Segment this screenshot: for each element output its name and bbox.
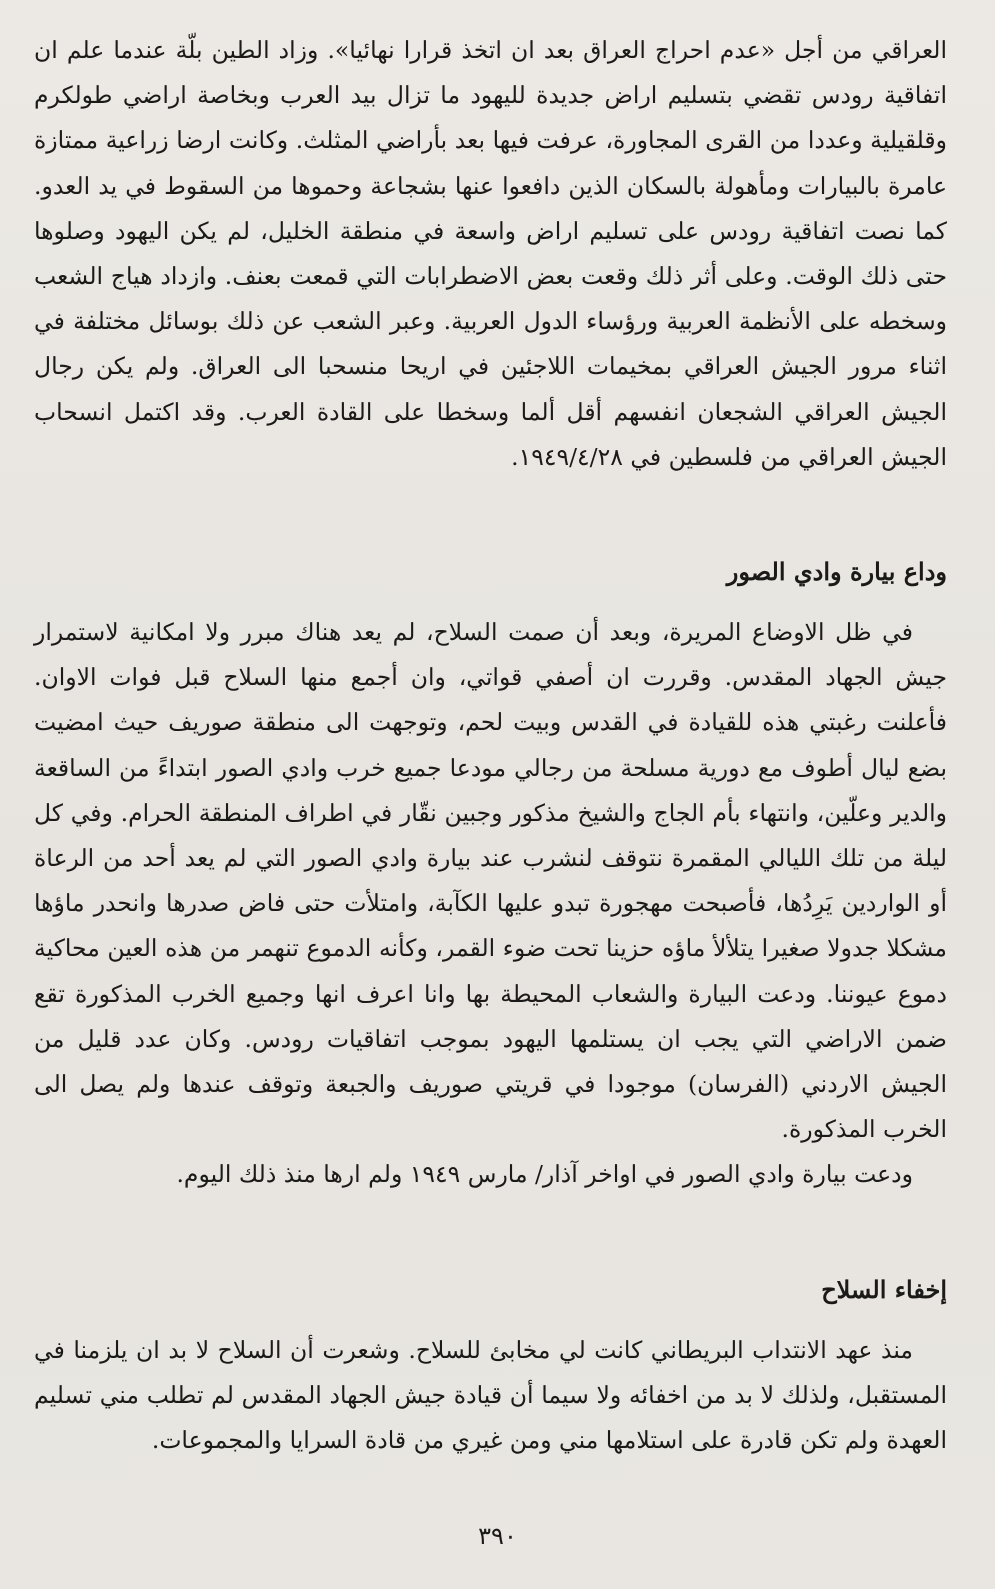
paragraph: في ظل الاوضاع المريرة، وبعد أن صمت السلاح، لم يعد هناك مبرر ولا امكانية لاستمرار جيش الجهاد المقدس. وقررت ان أصفي قواتي، وان أجمع منها السلاح قبل فوات الاوان. فأعلنت رغبتي هذه للقيادة في القدس وبيت لحم، وتوجهت الى منطقة صوريف حيث امضيت بضع ليال أطوف مع دورية مسلحة من رجالي مودعا جميع خرب وادي الصور ابتداءً من الساقعة والدير وعلّين، وانتهاء بأم الجاج والشيخ مذكور وجبين نقّار في اطراف المنطقة الحرام. وفي كل ليلة من تلك الليالي المقمرة نتوقف لنشرب عند بيارة وادي الصور التي لم يعد أحد من الرعاة أو الواردين يَرِدُها، فأصبحت مهجورة تبدو عليها الكآبة، وامتلأت حتى فاض صدرها وانحدر ماؤها مشكلا جدولا صغيرا يتلألأ ماؤه حزينا تحت ضوء القمر، وكأنه الدموع تنهمر من هذه العين محاكية دموع عيوننا. ودعت البيارة والشعاب المحيطة بها وانا اعرف انها وجميع الخرب المذكورة تقع ضمن الاراضي التي يجب ان يستلمها اليهود بموجب اتفاقيات رودس. وكان عدد قليل من الجيش الاردني (الفرسان) موجودا في قريتي صوريف والجبعة وتوقف عندها ولم يصل الى الخرب المذكورة.: [34, 618, 947, 1144]
paragraph: منذ عهد الانتداب البريطاني كانت لي مخابئ للسلاح. وشعرت أن السلاح لا بد ان يلزمنا في المستقبل، ولذلك لا بد من اخفائه ولا سيما أن قيادة جيش الجهاد المقدس لم تطلب مني تسليم العهدة ولم تكن قادرة على استلامها مني ومن غيري من قادة السرايا والمجموعات.: [34, 1335, 947, 1455]
section-heading-wadi-al-sur: وداع بيارة وادي الصور: [726, 557, 947, 587]
page-number: ٣٩٠: [478, 1522, 517, 1550]
paragraph-continued: العراقي من أجل «عدم احراج العراق بعد ان اتخذ قرارا نهائيا». وزاد الطين بلّة عندما علم ان اتفاقية رودس تقضي بتسليم اراض جديدة لليهود ما تزال بيد العرب وبخاصة اراضي طولكرم وقلقيلية وعددا من القرى المجاورة، عرفت فيها بعد بأراضي المثلث. وكانت ارضا زراعية ممتازة عامرة بالبيارات ومأهولة بالسكان الذين دافعوا عنها بشجاعة وحموها من السقوط في يد العدو. كما نصت اتفاقية رودس على تسليم اراض واسعة في منطقة الخليل، لم يكن اليهود وصلوها حتى ذلك الوقت. وعلى أثر ذلك وقعت بعض الاضطرابات التي قمعت بعنف. وازداد هياج الشعب وسخطه على الأنظمة العربية ورؤساء الدول العربية. وعبر الشعب عن ذلك بوسائل مختلفة في اثناء مرور الجيش العراقي بمخيمات اللاجئين في اريحا منسحبا الى العراق. ولم يكن رجال الجيش العراقي الشجعان انفسهم أقل ألما وسخطا على القادة العرب. وقد اكتمل انسحاب الجيش العراقي من فلسطين في ١٩٤٩/٤/٢٨.: [34, 36, 947, 471]
paragraph: ودعت بيارة وادي الصور في اواخر آذار/ مارس ١٩٤٩ ولم ارها منذ ذلك اليوم.: [176, 1160, 913, 1189]
section-heading-hiding-weapons: إخفاء السلاح: [821, 1274, 947, 1304]
